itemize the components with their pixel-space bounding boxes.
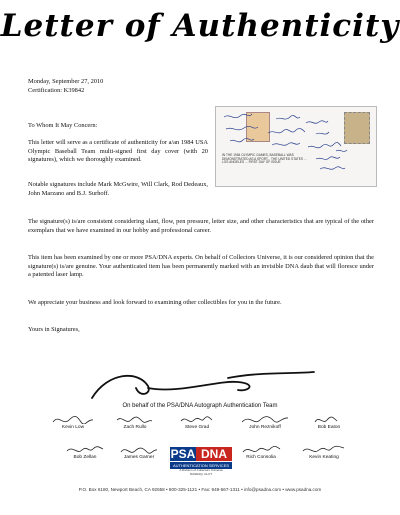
- authentication-team-line: On behalf of the PSA/DNA Autograph Authentication Team: [122, 403, 278, 409]
- signer-bob-eaton: [304, 414, 354, 430]
- signature-scribble: [300, 444, 348, 454]
- signature-scribble: [175, 414, 219, 424]
- paragraph-appreciation: We appreciate your business and look forward to examining other collectibles for you in the future.: [28, 299, 282, 306]
- letter-date: Monday, September 27, 2010: [28, 78, 104, 85]
- signature-scribble: [63, 444, 107, 454]
- signature-scribble: [117, 444, 161, 454]
- footer-contact: P.O. Box 6180, Newport Beach, CA 92658 • 800-325-1121 • Fax: 949-567-1311 • info@psadna.com • www.psadna.com: [78, 487, 322, 492]
- signature-scribble: [240, 414, 290, 424]
- signer-name: Steve Grad: [184, 425, 210, 430]
- letter-meta: [28, 77, 103, 95]
- paragraph-notable: Notable signatures include Mark McGwire, Will Clark, Rod Dedeaux, John Marzano and B.J. Surhoff.: [28, 181, 208, 197]
- division-label: A Division of Collectors Universe: [179, 468, 223, 472]
- paragraph-consistency: The signature(s) is/are consistent considering slant, flow, pen pressure, letter size, and other characteristics that are typical of the other exemplars that we have examined in our hobby and professional career.: [28, 218, 374, 234]
- signer-name: James Garner: [123, 455, 155, 460]
- signature-scribble: [113, 414, 157, 424]
- signer-zach-rullo: [110, 414, 160, 430]
- signer-name: Kevin Keating: [309, 455, 339, 460]
- exchange-label: NASDAQ: CLCT: [189, 471, 213, 476]
- signer-name: Bob Eaton: [317, 425, 341, 430]
- psa-logo-left: PSA: [170, 447, 196, 461]
- paragraph-examined: This item has been examined by one or more PSA/DNA experts. On behalf of Collectors Universe, it is our considered opinion that the signature(s) is/are genuine. Your authenticated item has been permanently marked with an invisible DNA daub that will floresce under a patented laser lamp.: [28, 254, 374, 279]
- signer-rich-consolia: [236, 444, 286, 460]
- signature-scribble: [239, 444, 283, 454]
- certification-number: Certification: K39842: [28, 87, 85, 94]
- signer-name: Zach Rullo: [123, 425, 147, 430]
- signer-bob-zellan: [60, 444, 110, 460]
- signer-james-garner: [114, 444, 164, 460]
- cover-caption: IN THE 1984 OLYMPIC GAMES, BASEBALL WAS DEMONSTRATED AS A SPORT... THE UNITED STATES ... LOS ANGELES ... FIRST DAY OF ISSUE: [222, 153, 307, 165]
- authentication-services-label: AUTHENTICATION SERVICES: [170, 462, 232, 469]
- cover-signatures-scribble: [216, 107, 376, 186]
- signer-name: Bob Zellan: [73, 455, 97, 460]
- letter-title: Letter of Authenticity: [0, 8, 400, 44]
- psa-logo-right: DNA: [196, 447, 232, 461]
- signer-name: John Reznikoff: [249, 425, 281, 430]
- signed-cover-photo: [215, 106, 377, 187]
- signer-name: Rich Consolia: [246, 455, 276, 460]
- psa-dna-logo: [170, 447, 232, 476]
- signer-name: Kevin Low: [61, 425, 85, 430]
- signer-steve-grad: [172, 414, 222, 430]
- signer-kevin-keating: [296, 444, 352, 460]
- main-signature: [88, 368, 318, 404]
- salutation: To Whom It May Concern:: [28, 122, 98, 129]
- signer-john-reznikoff: [236, 414, 294, 430]
- signature-scribble: [51, 414, 95, 424]
- closing: Yours in Signatures,: [28, 326, 80, 333]
- signer-kevin-low: [48, 414, 98, 430]
- signature-scribble: [307, 414, 351, 424]
- paragraph-intro: This letter will serve as a certificate of authenticity for a/an 1984 USA Olympic Baseball Team multi-signed first day cover (with 20 signatures), which we thoroughly examined.: [28, 139, 208, 164]
